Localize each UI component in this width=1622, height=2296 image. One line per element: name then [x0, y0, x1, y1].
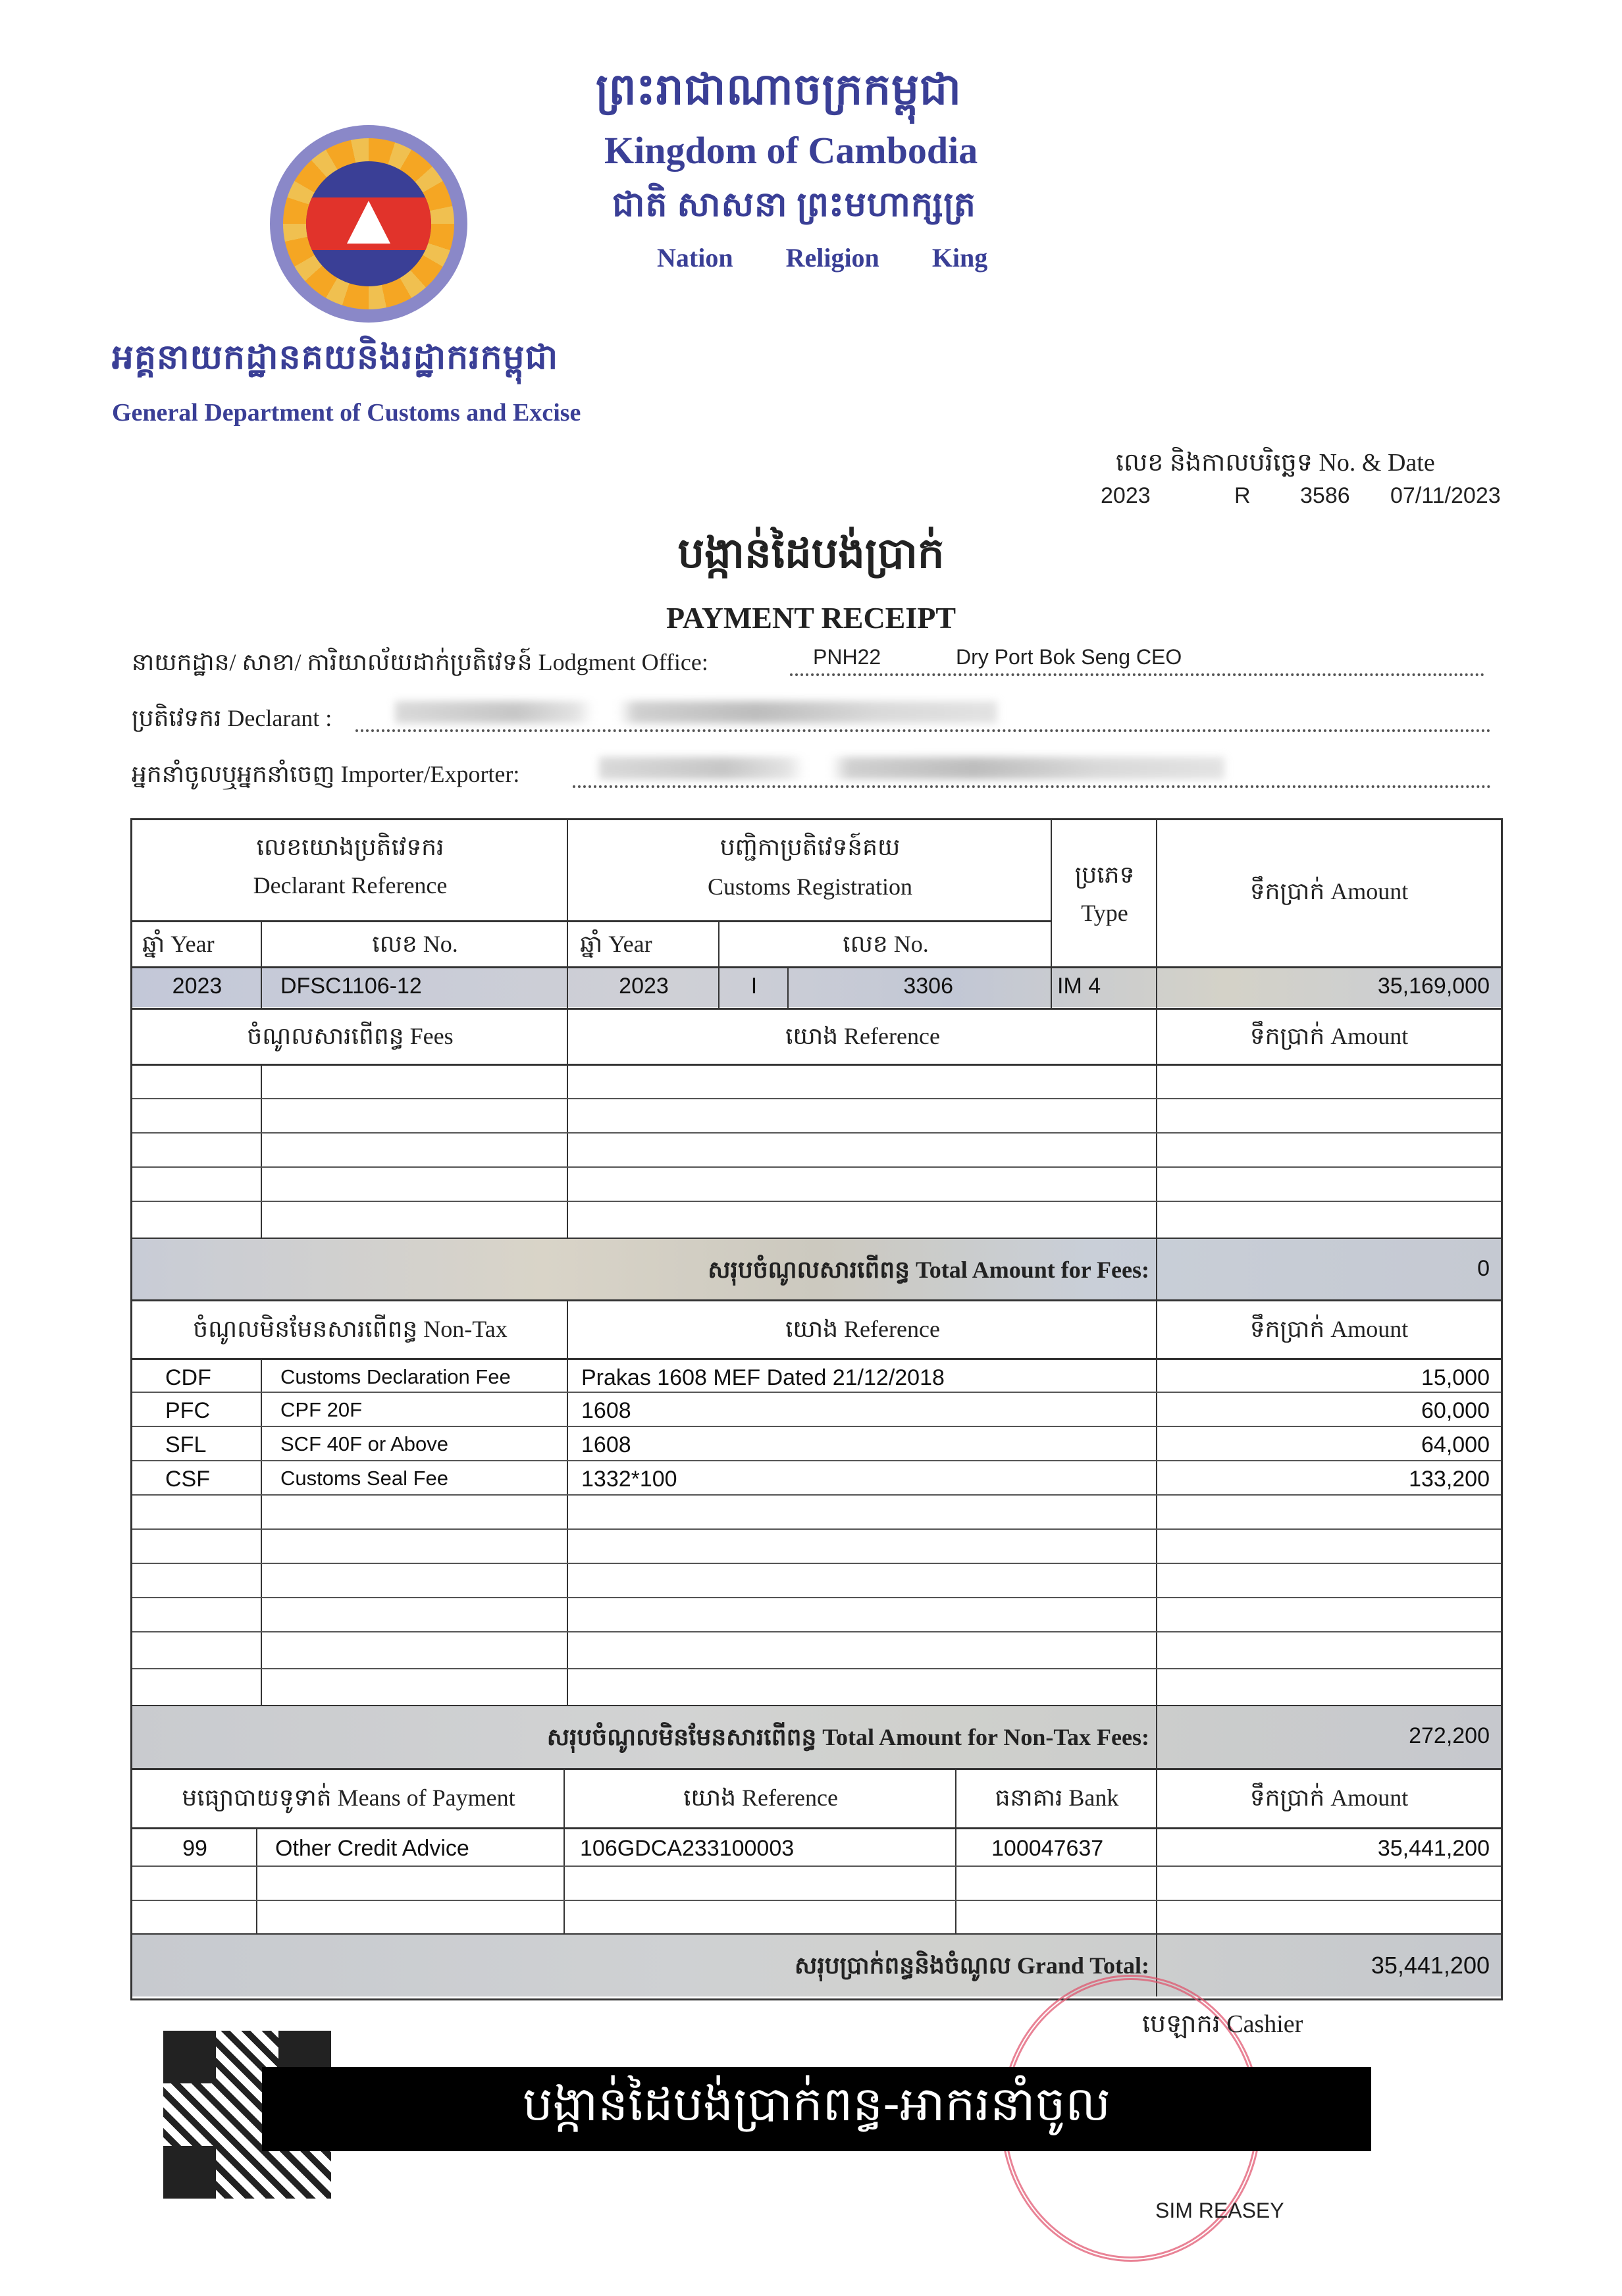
decl-no-value: DFSC1106-12	[280, 974, 422, 999]
divider	[132, 920, 1052, 922]
row-divider	[132, 1631, 1501, 1632]
fees-header: ចំណូលសារពើពន្ធ Fees	[247, 1023, 454, 1049]
nontax-code: CSF	[165, 1467, 210, 1492]
reg-year-value: 2023	[619, 974, 669, 999]
importer-dotted-line	[573, 785, 1491, 788]
payment-bank: 100047637	[991, 1836, 1104, 1861]
nontax-ref: 1608	[581, 1432, 631, 1457]
receipt-table	[130, 818, 1503, 2000]
row-divider	[132, 1866, 1501, 1867]
decl-year-label: ឆ្នាំ Year	[142, 931, 215, 957]
bank-header: ធនាគារ Bank	[995, 1785, 1119, 1811]
motto-nation: Nation	[657, 243, 733, 273]
row-divider	[132, 1098, 1501, 1099]
declarant-redacted	[395, 701, 997, 723]
cashier-label: បេឡាករ Cashier	[1142, 2010, 1303, 2038]
customs-reg-en: Customs Registration	[707, 874, 912, 900]
col-fees-code	[132, 1064, 262, 1238]
fees-amount-header: ទឹកប្រាក់ Amount	[1249, 1023, 1409, 1049]
nontax-code: PFC	[165, 1398, 210, 1423]
lodgment-dotted-line	[790, 673, 1484, 676]
lodgment-label-kh: នាយកដ្ឋាន/ សាខា/ ការិយាល័យដាក់ប្រតិវេទន៍	[132, 649, 533, 675]
grand-total-label: សរុបប្រាក់ពន្ធនិងចំណូល Grand Total:	[795, 1952, 1149, 1979]
nontax-desc: Customs Seal Fee	[280, 1467, 448, 1490]
lodgment-label-en: Lodgment Office:	[538, 649, 708, 675]
declarant-label	[132, 703, 332, 738]
nontax-desc: Customs Declaration Fee	[280, 1365, 511, 1388]
motto-religion: Religion	[785, 243, 879, 273]
grand-total-value: 35,441,200	[1371, 1952, 1490, 1979]
nontax-header: ចំណូលមិនមែនសារពើពន្ធ Non-Tax	[193, 1316, 508, 1342]
department-en: General Department of Customs and Excise	[112, 399, 581, 427]
pay-amount-header: ទឹកប្រាក់ Amount	[1249, 1785, 1409, 1811]
nontax-desc: SCF 40F or Above	[280, 1432, 449, 1455]
decl-year-value: 2023	[172, 974, 222, 999]
declarant-label-kh: ប្រតិវេទករ	[132, 705, 222, 731]
decl-no-label: លេខ No.	[372, 931, 458, 957]
row-divider	[132, 1900, 1501, 1901]
kingdom-kh: ព្រះរាជាណាចក្រកម្ពុជា	[596, 66, 962, 114]
cashier-name: SIM REASEY	[1155, 2199, 1284, 2222]
payment-amount: 35,441,200	[1377, 1836, 1490, 1861]
motto-king: King	[931, 243, 988, 273]
lodgment-label	[132, 647, 708, 682]
motto-en	[657, 242, 987, 273]
reg-no-label: លេខ No.	[843, 931, 929, 957]
pay-ref-header: យោង Reference	[683, 1785, 838, 1811]
declarant-label-en: Declarant :	[227, 705, 332, 731]
row-divider	[132, 1132, 1501, 1134]
nontax-ref-header: យោង Reference	[785, 1316, 940, 1342]
lodgment-name: Dry Port Bok Seng CEO	[956, 645, 1182, 669]
nontax-ref: Prakas 1608 MEF Dated 21/12/2018	[581, 1365, 945, 1390]
col-nontax-ref	[568, 1299, 1157, 1705]
kingdom-en: Kingdom of Cambodia	[604, 129, 978, 172]
reg-prefix-value: I	[750, 974, 758, 999]
nontax-amount: 60,000	[1421, 1398, 1490, 1423]
declarant-dotted-line	[355, 729, 1491, 732]
receipt-no-label-en: No. & Date	[1319, 449, 1435, 477]
type-kh: ប្រភេទ	[1074, 862, 1135, 888]
fees-total-value: 0	[1477, 1256, 1490, 1281]
customs-logo	[270, 125, 467, 323]
nontax-total-value: 272,200	[1409, 1723, 1490, 1748]
nontax-total-label: សរុបចំណូលមិនមែនសារពើពន្ធ Total Amount for Non-Tax Fees:	[546, 1724, 1149, 1750]
nontax-amount: 133,200	[1409, 1467, 1490, 1492]
type-value: IM 4	[1057, 974, 1101, 999]
nontax-amount: 64,000	[1421, 1432, 1490, 1457]
reg-no-value	[789, 974, 1052, 999]
importer-label-en: Importer/Exporter:	[340, 761, 520, 787]
angkor-temple-icon	[347, 201, 390, 244]
divider	[132, 1358, 1501, 1360]
row-divider	[132, 1528, 1501, 1530]
divider	[132, 966, 1501, 968]
reg-no-text: 3306	[903, 974, 953, 999]
row-divider	[132, 1494, 1501, 1496]
nontax-desc: CPF 20F	[280, 1398, 363, 1421]
declaration-amount-value: 35,169,000	[1377, 974, 1490, 999]
receipt-number: 3586	[1300, 483, 1350, 508]
payment-means: Other Credit Advice	[275, 1836, 469, 1861]
reg-year-label: ឆ្នាំ Year	[580, 931, 652, 957]
means-header: មធ្យោបាយទូទាត់ Means of Payment	[182, 1785, 515, 1811]
nontax-ref: 1608	[581, 1398, 631, 1423]
importer-label	[132, 759, 519, 794]
row-divider	[132, 1426, 1501, 1427]
row-divider	[132, 1563, 1501, 1564]
divider	[132, 1064, 1501, 1066]
divider	[132, 1827, 1501, 1829]
nontax-ref: 1332*100	[581, 1467, 677, 1492]
receipt-year: 2023	[1101, 483, 1151, 508]
row-divider	[132, 1201, 1501, 1202]
declarant-ref-en: Declarant Reference	[253, 872, 448, 899]
declaration-amount-label: ទឹកប្រាក់ Amount	[1249, 878, 1409, 904]
fees-ref-header: យោង Reference	[785, 1023, 940, 1049]
receipt-series: R	[1234, 483, 1251, 508]
receipt-no-label	[1116, 446, 1435, 483]
importer-label-kh: អ្នកនាំចូលឬអ្នកនាំចេញ	[132, 761, 335, 787]
declarant-ref-kh: លេខយោងប្រតិវេទករ	[256, 834, 444, 860]
customs-reg-kh: បញ្ជិកាប្រតិវេទន៍គយ	[719, 834, 901, 860]
row-divider	[132, 1166, 1501, 1168]
lodgment-code: PNH22	[813, 645, 881, 669]
row-divider	[132, 1668, 1501, 1669]
motto-kh: ជាតិ សាសនា ព្រះមហាក្សត្រ	[612, 186, 976, 224]
receipt-no-label-kh: លេខ និងកាលបរិច្ឆេទ	[1116, 449, 1313, 477]
payment-code: 99	[182, 1836, 207, 1861]
nontax-amount-header: ទឹកប្រាក់ Amount	[1249, 1316, 1409, 1342]
nontax-code: SFL	[165, 1432, 207, 1457]
receipt-date: 07/11/2023	[1390, 483, 1501, 508]
fees-total-label: សរុបចំណូលសារពើពន្ធ Total Amount for Fees:	[708, 1257, 1149, 1283]
caption-banner: បង្កាន់ដៃបង់ប្រាក់ពន្ធ-អាករនាំចូល	[262, 2067, 1371, 2151]
title-kh: បង្កាន់ដៃបង់ប្រាក់	[677, 530, 945, 577]
row-divider	[132, 1597, 1501, 1598]
department-kh: អគ្គនាយកដ្ឋានគយនិងរដ្ឋាករកម្ពុជា	[112, 339, 559, 377]
type-en: Type	[1081, 900, 1128, 926]
payment-ref: 106GDCA233100003	[580, 1836, 795, 1861]
nontax-code: CDF	[165, 1365, 211, 1390]
nontax-amount: 15,000	[1421, 1365, 1490, 1390]
row-divider	[132, 1392, 1501, 1393]
row-divider	[132, 1460, 1501, 1461]
title-en: PAYMENT RECEIPT	[666, 601, 956, 635]
importer-redacted	[599, 757, 1224, 779]
